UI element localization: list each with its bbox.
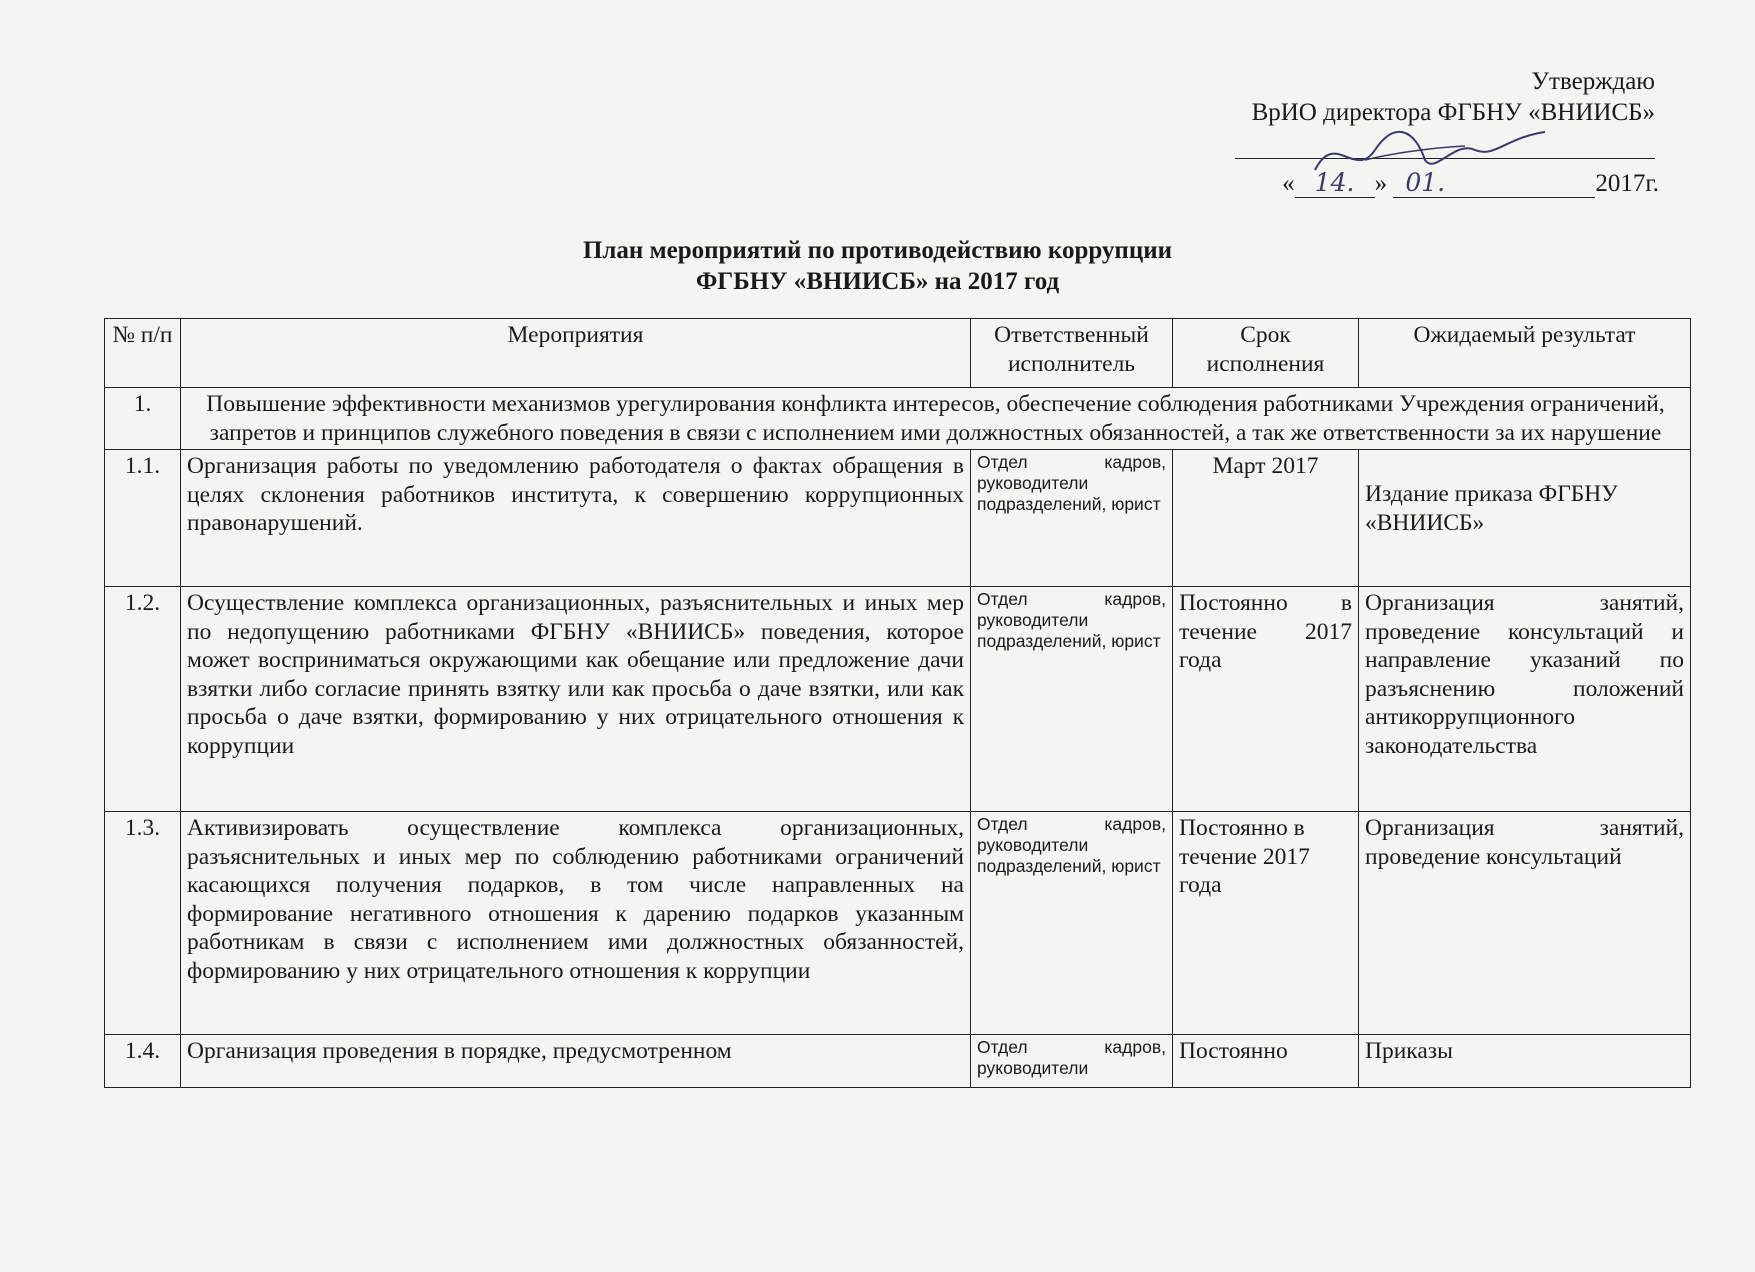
table-header-row [105, 319, 1691, 388]
row-responsible: Отдел кадров, руководители [971, 1035, 1173, 1088]
table-row [105, 1035, 1691, 1088]
header-deadline: Срок исполнения [1173, 319, 1359, 388]
section-row [105, 388, 1691, 450]
row-responsible: Отдел кадров, руководители подразделений, юрист [971, 450, 1173, 587]
row-num: 1.3. [105, 812, 181, 1035]
title-line-2: ФГБНУ «ВНИИСБ» на 2017 год [695, 268, 1060, 295]
row-deadline: Постоянно в течение 2017 года [1173, 812, 1359, 1035]
date-close-quote: » [1374, 170, 1388, 197]
table-row [105, 812, 1691, 1035]
document-title [0, 235, 1755, 297]
row-num: 1.4. [105, 1035, 181, 1088]
section-num: 1. [105, 388, 181, 450]
row-deadline: Постоянно в течение 2017 года [1173, 587, 1359, 812]
date-open-quote: « [1282, 170, 1295, 197]
plan-table [104, 318, 1691, 1088]
row-result: Организация занятий, проведение консультаций [1359, 812, 1691, 1035]
row-activity: Организация проведения в порядке, предусмотренном [181, 1035, 971, 1088]
header-result: Ожидаемый результат [1359, 319, 1691, 388]
header-activity: Мероприятия [181, 319, 971, 388]
row-responsible: Отдел кадров, руководители подразделений, юрист [971, 587, 1173, 812]
table-row [105, 587, 1691, 812]
row-num: 1.1. [105, 450, 181, 587]
table-row [105, 450, 1691, 587]
approval-block [1235, 66, 1655, 128]
header-num: № п/п [105, 319, 181, 388]
row-result: Приказы [1359, 1035, 1691, 1088]
date-year: 2017г. [1595, 170, 1659, 197]
approval-approve: Утверждаю [1531, 68, 1655, 95]
row-result: Издание приказа ФГБНУ «ВНИИСБ» [1359, 450, 1691, 587]
approval-position: ВрИО директора ФГБНУ «ВНИИСБ» [1251, 99, 1655, 126]
row-activity: Организация работы по уведомлению работодателя о фактах обращения в целях склонения работников института, к совершению коррупционных правонарушений. [181, 450, 971, 587]
approval-date [1282, 168, 1659, 198]
row-deadline: Постоянно [1173, 1035, 1359, 1088]
title-line-1: План мероприятий по противодействию коррупции [582, 237, 1173, 264]
row-activity: Осуществление комплекса организационных, разъяснительных и иных мер по недопущению работниками ФГБНУ «ВНИИСБ» поведения, которое может восприниматься окружающими как обещание или предложение дачи взятки либо согласие принять взятку или как просьба о даче взятки, или как просьба о даче взятки, формированию у них отрицательного отношения к коррупции [181, 587, 971, 812]
row-deadline: Март 2017 [1173, 450, 1359, 587]
row-activity: Активизировать осуществление комплекса организационных, разъяснительных и иных мер по соблюдению работниками ограничений касающихся получения подарков, в том числе направленных на формирование негативного отношения к дарению подарков указанным работникам в связи с исполнением ими должностных обязанностей, формированию у них отрицательного отношения к коррупции [181, 812, 971, 1035]
date-day: 14. [1295, 168, 1375, 198]
row-responsible: Отдел кадров, руководители подразделений, юрист [971, 812, 1173, 1035]
section-title: Повышение эффективности механизмов урегулирования конфликта интересов, обеспечение соблюдения работниками Учреждения ограничений, запретов и принципов служебного поведения в связи с исполнением ими должностных обязанностей, а так же ответственности за их нарушение [181, 388, 1691, 450]
header-responsible: Ответственный исполнитель [971, 319, 1173, 388]
date-month: 01. [1393, 168, 1595, 198]
row-result: Организация занятий, проведение консультаций и направление указаний по разъяснению положений антикоррупционного законодательства [1359, 587, 1691, 812]
row-num: 1.2. [105, 587, 181, 812]
